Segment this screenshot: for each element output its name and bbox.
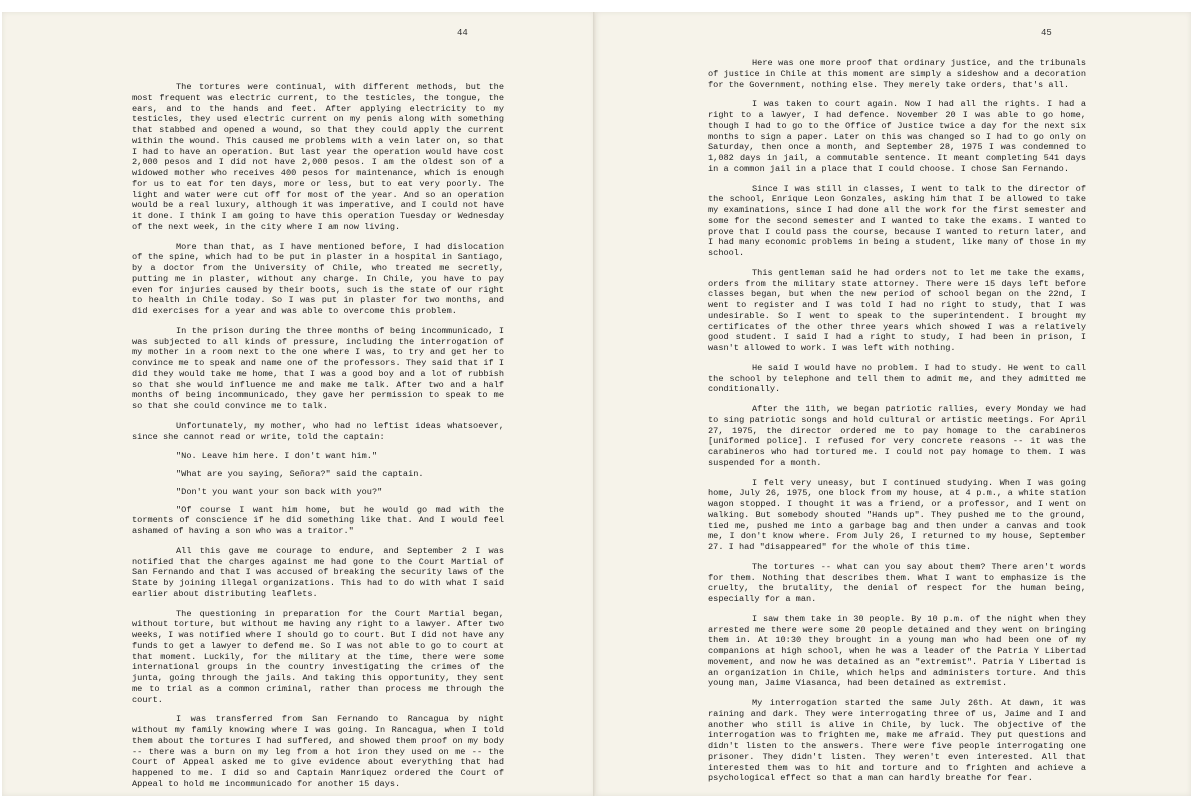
- paragraph: More than that, as I have mentioned before, I had dislocation of the spine, which had to be put in plaster in a hospital in Santiago, by a doctor from the University of Chile, who treated me secretly, putting me in plaster, without any charge. In Chile, you have to pay even for injuries caused by their boots, such is the state of our right to health in Chile today. So I was put in plaster for two months, and did exercises for a year and was able to overcome this problem.: [132, 241, 504, 316]
- paragraph: I was transferred from San Fernando to Rancagua by night without my family knowing where I was going. In Rancagua, when I told them about the tortures I had suffered, and showed them proof on my body -- there was a burn on my leg from a hot iron they used on me -- the Court of Appeal asked me to give evidence about everything that had happened to me. I did so and Captain Manriquez ordered the Court of Appeal to hold me incommunicado for another 15 days.: [132, 714, 504, 789]
- paragraph: I saw them take in 30 people. By 10 p.m. of the night when they arrested me there were some 20 people detained and they went on bringing them in. At 10:30 they brought in a young man who had been one of my companions at high school, when he was a leader of the Patria Y Libertad movement, and now he was detained as an "extremist". Patria Y Libertad is an organization in Chile, which helps and administers torture. And this young man, Jaime Viasanca, had been detained as extremist.: [708, 613, 1086, 689]
- right-page: [596, 12, 1191, 796]
- page-number: 44: [457, 28, 468, 38]
- paragraph: In the prison during the three months of being incommunicado, I was subjected to all kinds of pressure, including the interrogation of my mother in a room next to the one where I was, to try and get her to convince me to speak and name one of the professors. They said that if I did they would take me home, that I was a good boy and a lot of rubbish so that she would influence me and make me talk. After two and a half months of being incommunicado, they gave her permission to speak to me so that she could convince me to talk.: [132, 325, 504, 411]
- paragraph: After the 11th, we began patriotic rallies, every Monday we had to sing patriotic songs and hold cultural or artistic meetings. For April 27, 1975, the director ordered me to pay homage to the carabineros [uniformed police]. I refused for very concrete reasons -- it was the carabineros who had tortured me. I could not pay homage to them. I was suspended for a month.: [708, 404, 1086, 468]
- paragraph: My interrogation started the same July 26th. At dawn, it was raining and dark. They were interrogating three of us, Jaime and I and another who still is alive in Chile, by luck. The objective of the interrogation was to frighten me, make me afraid. They put questions and didn't listen to the answers. There were five people interrogating one prisoner. They didn't listen. They weren't even interested. All that interested them was to hit and torture and to frighten and achieve a psychological effect so that a man can hardly breathe for fear.: [708, 698, 1086, 784]
- paragraph: I was taken to court again. Now I had all the rights. I had a right to a lawyer, I had defence. November 20 I was able to go home, though I had to go to the Office of Justice twice a day for the next six months to sign a paper. Later on this was changed so I had to go only on Saturday, then once a month, and September 28, 1975 I was condemned to 1,082 days in jail, a commutable sentence. It meant completing 541 days in a common jail in a place that I could choose. I chose San Fernando.: [708, 99, 1086, 174]
- paragraph: Here was one more proof that ordinary justice, and the tribunals of justice in Chile at this moment are simply a sideshow and a decoration for the Government, nothing else. They merely take orders, that's all.: [708, 58, 1086, 90]
- dialogue-line: "Don't you want your son back with you?": [176, 486, 383, 497]
- dialogue-line: "Of course I want him home, but he would go mad with the torments of conscience if he did something like that. And I would feel ashamed of having a son who was a traitor.": [132, 504, 504, 536]
- left-page: [2, 12, 595, 796]
- left-page-body: [132, 82, 504, 796]
- paragraph: I felt very uneasy, but I continued studying. When I was going home, July 26, 1975, one block from my house, at 4 p.m., a white station wagon stopped. I thought it was a friend, or a professor, and I went on walking. But somebody shouted "Hands up". They pushed me to the ground, tied me, pushed me into a garbage bag and then under a canvas and took me, I don't know where. From July 26, I returned to my house, September 27. I had "disappeared" for the whole of this time.: [708, 477, 1086, 552]
- paragraph: The questioning in preparation for the Court Martial began, without torture, but without me having any right to a lawyer. After two weeks, I was notified where I should go to court. But I did not have any funds to get a lawyer to defend me. So I was not able to go to court at that moment. Luckily, for the military at the time, there were some international groups in the country investigating the crimes of the junta, going through the jails. And taking this opportunity, they sent me to trial as a common criminal, rather than process me through the court.: [132, 608, 504, 705]
- paragraph: This gentleman said he had orders not to let me take the exams, orders from the military state attorney. There were 15 days left before classes began, but when the new period of school began on the 22nd, I went to register and I was told I had no right to study, that I was undesirable. So I went to speak to the superintendent. I brought my certificates of the other three years which showed I was a relatively good student. I said I had a right to study, I had been in prison, I wasn't allowed to work. I was left with nothing.: [708, 267, 1086, 353]
- paragraph: The tortures -- what can you say about them? There aren't words for them. Nothing that describes them. What I want to emphasize is the cruelty, the brutality, the denial of respect for the human being, especially for a man.: [708, 561, 1086, 604]
- paragraph: Since I was still in classes, I went to talk to the director of the school, Enrique Leon Gonzales, asking him that I be allowed to take my examinations, since I had done all the work for the first semester and some for the second semester and I wanted to take the exams. I wanted to prove that I could pass the course, because I wanted to return later, and I had many economic problems in being a student, like many of those in my school.: [708, 183, 1086, 258]
- paragraph: All this gave me courage to endure, and September 2 I was notified that the charges against me had gone to the Court Martial of San Fernando and that I was accused of breaking the security laws of the State by joining illegal organizations. This had to do with what I said earlier about distributing leaflets.: [132, 545, 504, 599]
- paragraph: He said I would have no problem. I had to study. He went to call the school by telephone and tell them to admit me, and they admitted me conditionally.: [708, 362, 1086, 395]
- page-number: 45: [1041, 28, 1052, 38]
- dialogue-line: "What are you saying, Señora?" said the captain.: [176, 469, 424, 479]
- paragraph: Unfortunately, my mother, who had no leftist ideas whatsoever, since she cannot read or write, told the captain:: [132, 420, 504, 442]
- paragraph: The tortures were continual, with different methods, but the most frequent was electric current, to the testicles, the tongue, the ears, and to the hands and feet. After applying electricity to my testicles, they used electric current on my penis along with something that stabbed and opened a wound, so that they could apply the current within the wound. This caused me problems with a vein later on, so that I had to have an operation. But last year the operation would have cost 2,000 pesos and I did not have 2,000 pesos. I am the oldest son of a widowed mother who receives 400 pesos for maintenance, which is enough for us to eat for ten days, more or less, but to eat very poorly. The light and water were cut off for most of the year. And so an operation would be a real luxury, although it was imperative, and I could not have it done. I think I am going to have this operation Tuesday or Wednesday of the next week, in the city where I am now living.: [132, 82, 504, 232]
- right-page-body: [708, 58, 1086, 793]
- dialogue-line: "No. Leave him here. I don't want him.": [176, 451, 378, 462]
